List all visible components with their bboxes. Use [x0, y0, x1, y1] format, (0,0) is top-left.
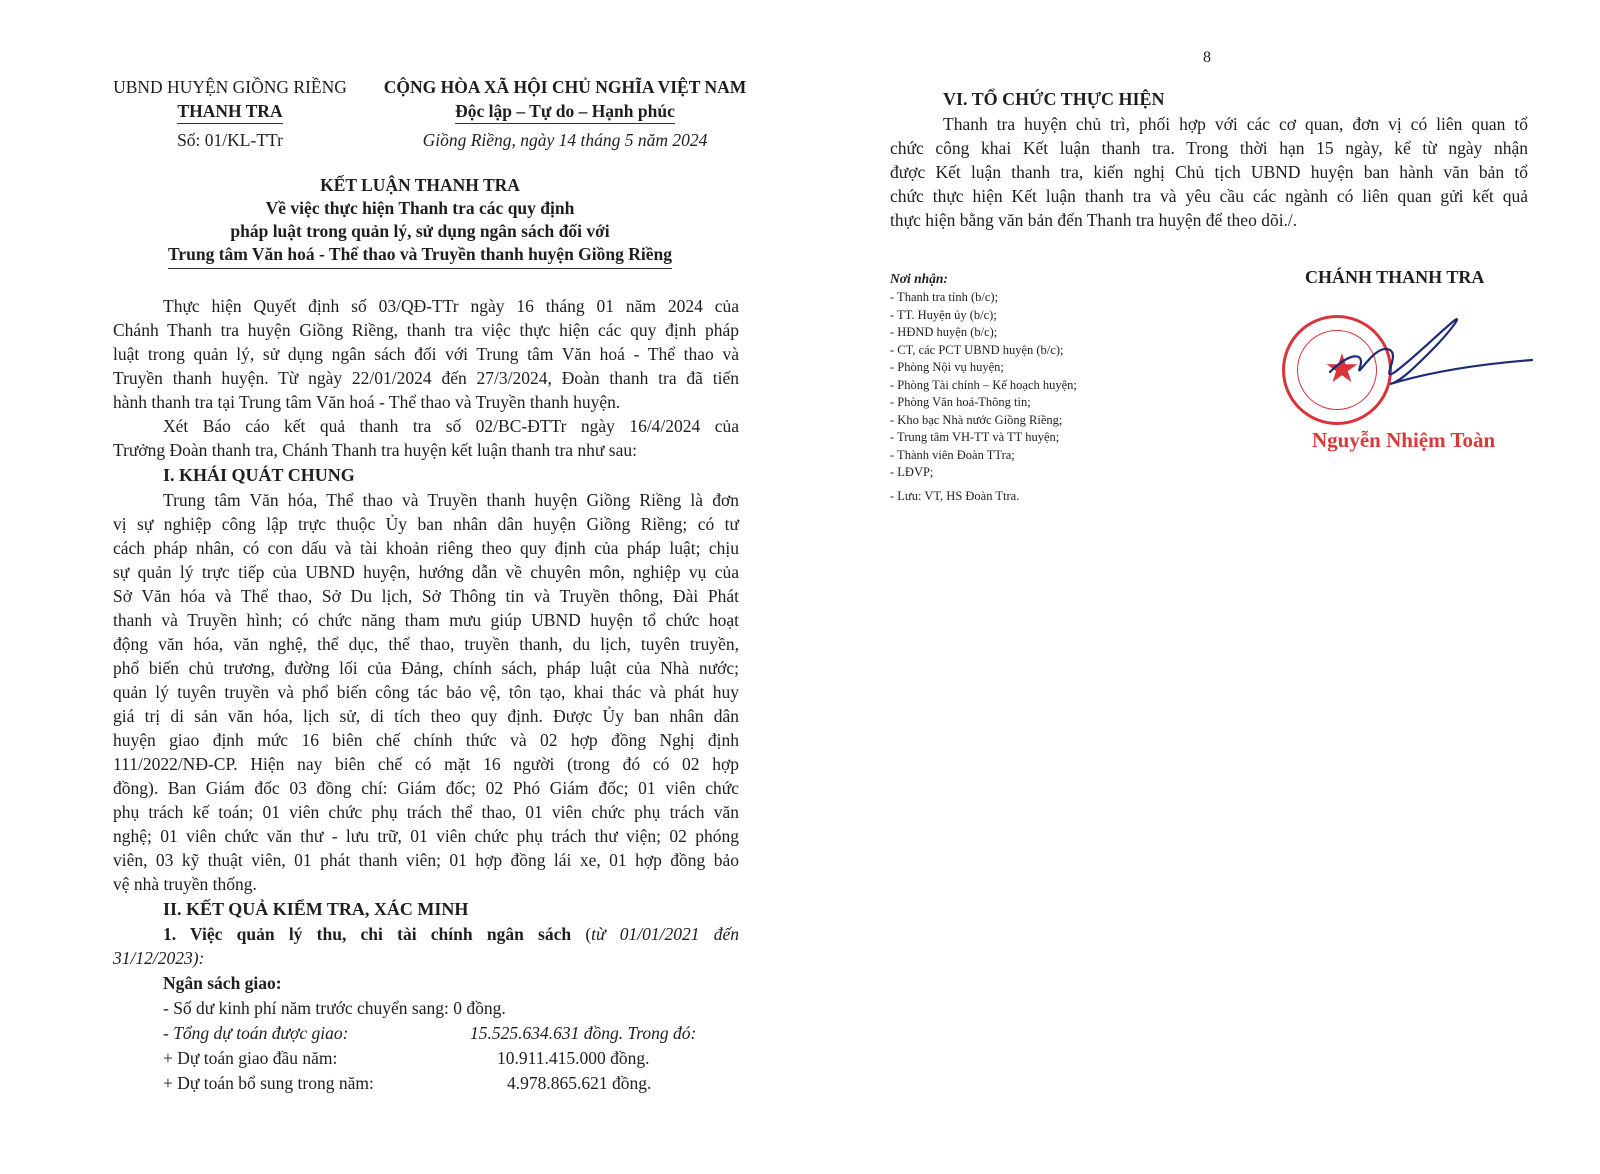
report-line: Xét Báo cáo kết quả thanh tra số 02/BC-ĐTTr ngày 16/4/2024 của — [163, 416, 739, 436]
recipient-item: - Phòng Tài chính – Kế hoạch huyện; — [890, 377, 1077, 392]
section-1-line: 111/2022/NĐ-CP. Hiện nay biên chế có mặt 16 người (trong đó có 02 hợp — [113, 754, 739, 774]
intro-line: Chánh Thanh tra huyện Giồng Riềng, thanh tra việc thực hiện các quy định pháp — [113, 320, 739, 340]
subsection-1-title: 1. Việc quản lý thu, chi tài chính ngân sách — [163, 924, 572, 944]
recipient-item: - Thành viên Đoàn TTra; — [890, 447, 1015, 462]
section-1-heading: I. KHÁI QUÁT CHUNG — [163, 465, 355, 485]
budget-supplement-label: + Dự toán bổ sung trong năm: — [163, 1073, 374, 1093]
recipient-item: - Lưu: VT, HS Đoàn Ttra. — [890, 489, 1020, 503]
recipient-item: - Trung tâm VH-TT và TT huyện; — [890, 430, 1060, 444]
recipient-item: - Phòng Văn hoá-Thông tin; — [890, 395, 1031, 409]
section-6-heading: VI. TỔ CHỨC THỰC HIỆN — [943, 89, 1165, 109]
recipients-heading: Nơi nhận: — [890, 271, 948, 286]
section-1-line: cách pháp nhân, có con dấu và tài khoản riêng theo quy định của pháp luật; chịu — [113, 538, 739, 558]
page-number: 8 — [1203, 49, 1211, 66]
recipient-item: - Phòng Nội vụ huyện; — [890, 360, 1004, 374]
section-6-line: chức thực hiện Kết luận thanh tra và yêu cầu các ngành có liên quan gửi kết quả — [890, 186, 1528, 206]
national-motto: Độc lập – Tự do – Hạnh phúc — [365, 99, 765, 124]
budget-initial-value: 10.911.415.000 đồng. — [497, 1048, 650, 1068]
intro-line: Truyền thanh huyện. Từ ngày 22/01/2024 đến 27/3/2024, Đoàn thanh tra đã tiến — [113, 368, 739, 388]
department-name: THANH TRA — [100, 99, 360, 124]
section-6-line: thực hiện bằng văn bản đến Thanh tra huyện để theo dõi./. — [890, 210, 1298, 230]
budget-supplement-value: 4.978.865.621 đồng. — [507, 1073, 652, 1093]
title-main: KẾT LUẬN THANH TRA — [320, 175, 520, 195]
section-1-line: viên, 03 kỹ thuật viên, 01 phát thanh viên; 01 hợp đồng lái xe, 01 hợp đồng bảo — [113, 850, 739, 870]
subsection-1-heading — [163, 922, 739, 946]
section-1-line: phụ trách kế toán; 01 viên chức phụ trách thể thao, 01 viên chức phụ trách văn — [113, 802, 739, 822]
national-title: CỘNG HÒA XÃ HỘI CHỦ NGHĨA VIỆT NAM — [383, 77, 747, 97]
budget-carryover: - Số dư kinh phí năm trước chuyển sang: 0 đồng. — [163, 998, 506, 1018]
document-number: Số: 01/KL-TTr — [177, 130, 283, 150]
title-line-2: Về việc thực hiện Thanh tra các quy định — [265, 198, 575, 218]
agency-name: UBND HUYỆN GIỒNG RIỀNG — [113, 77, 347, 97]
title-line-3: pháp luật trong quản lý, sử dụng ngân sách đối với — [230, 221, 610, 241]
section-1-line: Trung tâm Văn hóa, Thể thao và Truyền thanh huyện Giồng Riềng là đơn — [163, 490, 739, 510]
section-1-line: vị sự nghiệp công lập trực thuộc Ủy ban nhân dân huyện Giồng Riềng; có tư — [113, 514, 739, 534]
section-1-line: phổ biến chủ trương, đường lối của Đảng, chính sách, pháp luật của Nhà nước; — [113, 658, 739, 678]
subsection-1-period-end: 31/12/2023): — [113, 948, 205, 968]
section-1-line: Sở Văn hóa và Thể thao, Sở Du lịch, Sở Thông tin và Truyền thông, Đài Phát — [113, 586, 739, 606]
intro-line: luật trong quản lý, sử dụng ngân sách đối với Trung tâm Văn hoá - Thể thao và — [113, 344, 739, 364]
subsection-1-period: từ 01/01/2021 đến — [591, 924, 740, 944]
recipient-item: - TT. Huyện ủy (b/c); — [890, 307, 997, 322]
budget-heading: Ngân sách giao: — [163, 973, 282, 993]
section-1-line: nghệ; 01 viên chức văn thư - lưu trữ, 01 viên chức phụ trách thư viện; 02 phóng — [113, 826, 739, 846]
section-2-heading: II. KẾT QUẢ KIỂM TRA, XÁC MINH — [163, 899, 469, 919]
recipient-item: - LĐVP; — [890, 465, 934, 479]
document-date: Giồng Riềng, ngày 14 tháng 5 năm 2024 — [422, 130, 708, 150]
subsection-1-paren: ( — [585, 924, 592, 944]
recipient-item: - Kho bạc Nhà nước Giồng Riềng; — [890, 412, 1063, 427]
header-right — [365, 75, 765, 152]
budget-total-value: 15.525.634.631 đồng. Trong đó: — [470, 1023, 697, 1043]
recipient-item: - HĐND huyện (b/c); — [890, 325, 998, 339]
signer-name: Nguyễn Nhiệm Toàn — [1312, 428, 1496, 452]
section-1-line: thanh và Truyền hình; có chức năng tham mưu giúp UBND huyện tổ chức hoạt — [113, 610, 739, 630]
section-1-line: huyện giao định mức 16 biên chế chính thức và 02 hợp đồng Nghị định — [113, 730, 739, 750]
signature-icon — [1320, 312, 1540, 412]
section-1-line: sự quản lý trực tiếp của UBND huyện, hướng dẫn về chuyên môn, nghiệp vụ của — [113, 562, 739, 582]
section-1-line: đồng). Ban Giám đốc 03 đồng chí: Giám đốc; 02 Phó Giám đốc; 01 viên chức — [113, 778, 739, 798]
intro-line: hành thanh tra tại Trung tâm Văn hoá - Thể thao và Truyền thanh huyện. — [113, 392, 621, 412]
section-1-line: quản lý tuyên truyền và phổ biến công tác bảo vệ, tôn tạo, khai thác và phát huy — [113, 682, 739, 702]
recipient-item: - Thanh tra tỉnh (b/c); — [890, 290, 999, 304]
budget-total-label: - Tổng dự toán được giao: — [163, 1023, 349, 1043]
report-line: Trưởng Đoàn thanh tra, Chánh Thanh tra huyện kết luận thanh tra như sau: — [113, 440, 637, 460]
section-1-line: giá trị di sản văn hóa, lịch sử, di tích theo quy định. Được Ủy ban nhân dân — [113, 706, 739, 726]
document-title — [110, 174, 730, 269]
title-line-4: Trung tâm Văn hoá - Thể thao và Truyền thanh huyện Giồng Riềng — [110, 243, 730, 269]
signer-title: CHÁNH THANH TRA — [1305, 267, 1485, 287]
section-1-line: vệ nhà truyền thống. — [113, 874, 257, 894]
header-left — [100, 75, 360, 152]
budget-initial-label: + Dự toán giao đầu năm: — [163, 1048, 338, 1068]
recipient-item: - CT, các PCT UBND huyện (b/c); — [890, 342, 1064, 357]
section-6-line: chức công khai Kết luận thanh tra. Trong thời hạn 15 ngày, kể từ ngày nhận — [890, 138, 1528, 158]
section-6-line: được Kết luận thanh tra, kiến nghị Chủ tịch UBND huyện ban hành văn bản tổ — [890, 162, 1528, 182]
section-1-line: động văn hóa, văn nghệ, thể dục, thể thao, truyền thanh, du lịch, tuyên truyền, — [113, 634, 739, 654]
section-6-line: Thanh tra huyện chủ trì, phối hợp với các cơ quan, đơn vị có liên quan tổ — [943, 114, 1528, 134]
intro-line: Thực hiện Quyết định số 03/QĐ-TTr ngày 16 tháng 01 năm 2024 của — [163, 296, 739, 316]
official-seal-icon: ★ — [1282, 315, 1392, 425]
